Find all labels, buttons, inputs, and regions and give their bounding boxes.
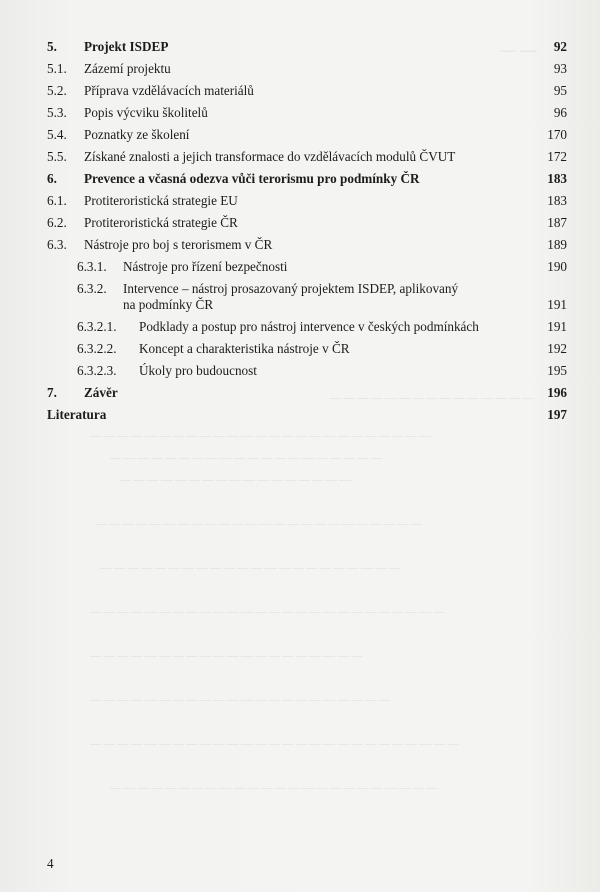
- toc-entry: [47, 316, 567, 338]
- show-through-texture: — — — — — — — — — — — — — — — — —: [120, 474, 351, 486]
- toc-entry-number: 6.3.2.3.: [77, 363, 117, 378]
- toc-entry-title: [123, 278, 458, 313]
- toc-entry-title: [123, 256, 287, 275]
- show-through-texture: — — — — — — — — — — — — — — — — — — — —: [110, 452, 383, 464]
- toc-entry-page: 192: [547, 341, 567, 356]
- toc-entry-page: 196: [547, 385, 567, 400]
- toc-entry-page: 92: [553, 39, 567, 54]
- toc-entry: [47, 80, 567, 102]
- toc-entry-number: 5.2.: [47, 83, 67, 98]
- toc-entry-title-line: Získané znalosti a jejich transformace do vzdělávacích modulů ČVUT: [84, 149, 456, 164]
- toc-entry-number: 6.3.: [47, 237, 67, 252]
- show-through-texture: — — — — — — — — — — — — — — — — — — — — — — — — —: [90, 430, 431, 442]
- toc-entry-page: 197: [547, 407, 567, 422]
- toc-entry-title: [139, 360, 257, 379]
- show-through-texture: — — — — — — — — — — — — — — —: [330, 392, 534, 404]
- show-through-texture: — — — — — — — — — — — — — — — — — — — — — —: [100, 562, 400, 574]
- toc-entry-number: 5.4.: [47, 127, 67, 142]
- show-through-texture: — — — — — — — — — — — — — — — — — — — — — — — — — —: [90, 606, 445, 618]
- toc-entry-title-continuation: na podmínky ČR: [123, 297, 214, 312]
- toc-entry-title-line: Literatura: [47, 407, 107, 422]
- toc-entry-number: 6.2.: [47, 215, 67, 230]
- toc-entry-number: 6.3.2.2.: [77, 341, 117, 356]
- toc-entry: [47, 190, 567, 212]
- toc-entry-number: 7.: [47, 385, 57, 400]
- toc-entry-title-line: Úkoly pro budoucnost: [139, 363, 257, 378]
- toc-entry-title: [139, 316, 479, 335]
- show-through-texture: — —: [500, 42, 536, 59]
- toc-entry: [47, 102, 567, 124]
- toc-entry-title: [84, 102, 208, 121]
- toc-entry-title: [84, 190, 238, 209]
- toc-entry-title-line: Projekt ISDEP: [84, 39, 169, 54]
- toc-entry-title: [84, 212, 238, 231]
- show-through-texture: — — — — — — — — — — — — — — — — — — — — — —: [90, 694, 390, 706]
- show-through-texture: — — — — — — — — — — — — — — — — — — — —: [90, 650, 363, 662]
- toc-entry-title-line: Koncept a charakteristika nástroje v ČR: [139, 341, 350, 356]
- show-through-texture: — — — — — — — — — — — — — — — — — — — — — — — —: [110, 782, 438, 794]
- toc-entry-page: 190: [547, 259, 567, 274]
- toc-entry-title-line: Popis výcviku školitelů: [84, 105, 208, 120]
- toc-entry-title-line: Zázemí projektu: [84, 61, 171, 76]
- toc-entry-number: 6.3.2.: [77, 281, 107, 296]
- toc-entry: [47, 124, 567, 146]
- toc-entry-title-line: Poznatky ze školení: [84, 127, 190, 142]
- toc-entry-title: [84, 382, 118, 401]
- toc-entry-title-line: Protiteroristická strategie EU: [84, 193, 238, 208]
- toc-entry: [47, 234, 567, 256]
- toc-entry: [47, 212, 567, 234]
- toc-entry-title: [84, 168, 420, 187]
- toc-entry-page: 170: [547, 127, 567, 142]
- toc-entry-page: 183: [547, 171, 567, 186]
- toc-entry-title: [84, 58, 171, 77]
- show-through-texture: — — — — — — — — — — — — — — — — — — — — — — — —: [95, 518, 423, 530]
- toc-entry: [47, 360, 567, 382]
- toc-entry-title: [139, 338, 350, 357]
- toc-entry: [47, 36, 567, 58]
- toc-entry-title-line: Intervence – nástroj prosazovaný projektem ISDEP, aplikovaný: [123, 281, 459, 296]
- toc-entry-number: 5.: [47, 39, 57, 54]
- toc-entry-title: [84, 124, 189, 143]
- toc-entry-title-line: Nástroje pro řízení bezpečnosti: [123, 259, 288, 274]
- toc-entry-title: [84, 80, 254, 99]
- toc-entry-page: 191: [547, 297, 567, 312]
- toc-entry-title: [47, 404, 106, 423]
- toc-entry: [47, 278, 567, 316]
- toc-entry-title-line: Nástroje pro boj s terorismem v ČR: [84, 237, 273, 252]
- toc-entry-number: 6.3.1.: [77, 259, 107, 274]
- toc-entry-title-line: Protiteroristická strategie ČR: [84, 215, 238, 230]
- toc-entry-number: 6.1.: [47, 193, 67, 208]
- toc-entry-page: 96: [553, 105, 567, 120]
- toc-entry-title-line: Podklady a postup pro nástroj intervence v českých podmínkách: [139, 319, 479, 334]
- toc-entry: [47, 404, 567, 426]
- toc-entry-title-line: Příprava vzdělávacích materiálů: [84, 83, 254, 98]
- page-number: 4: [47, 856, 54, 871]
- toc-entry-page: 187: [547, 215, 567, 230]
- toc-entry-title: [84, 146, 455, 165]
- toc-entry-number: 5.5.: [47, 149, 67, 164]
- toc-entry-page: 95: [553, 83, 567, 98]
- toc-entry-page: 172: [547, 149, 567, 164]
- toc-entry-number: 6.: [47, 171, 57, 186]
- table-of-contents: [47, 36, 567, 426]
- toc-entry-page: 189: [547, 237, 567, 252]
- toc-entry: [47, 338, 567, 360]
- toc-entry-page: 195: [547, 363, 567, 378]
- toc-entry-title: [84, 36, 168, 55]
- toc-entry-number: 6.3.2.1.: [77, 319, 117, 334]
- toc-entry-page: 93: [553, 61, 567, 76]
- toc-entry: [47, 168, 567, 190]
- toc-entry: [47, 256, 567, 278]
- toc-entry-page: 183: [547, 193, 567, 208]
- toc-entry-title: [84, 234, 272, 253]
- toc-entry: [47, 146, 567, 168]
- toc-entry: [47, 58, 567, 80]
- toc-entry-number: 5.1.: [47, 61, 67, 76]
- show-through-texture: — — — — — — — — — — — — — — — — — — — — — — — — — — —: [90, 738, 459, 750]
- toc-entry-title-line: Prevence a včasná odezva vůči terorismu pro podmínky ČR: [84, 171, 420, 186]
- toc-entry-title-line: Závěr: [84, 385, 118, 400]
- toc-entry-page: 191: [547, 319, 567, 334]
- toc-entry: [47, 382, 567, 404]
- toc-entry-number: 5.3.: [47, 105, 67, 120]
